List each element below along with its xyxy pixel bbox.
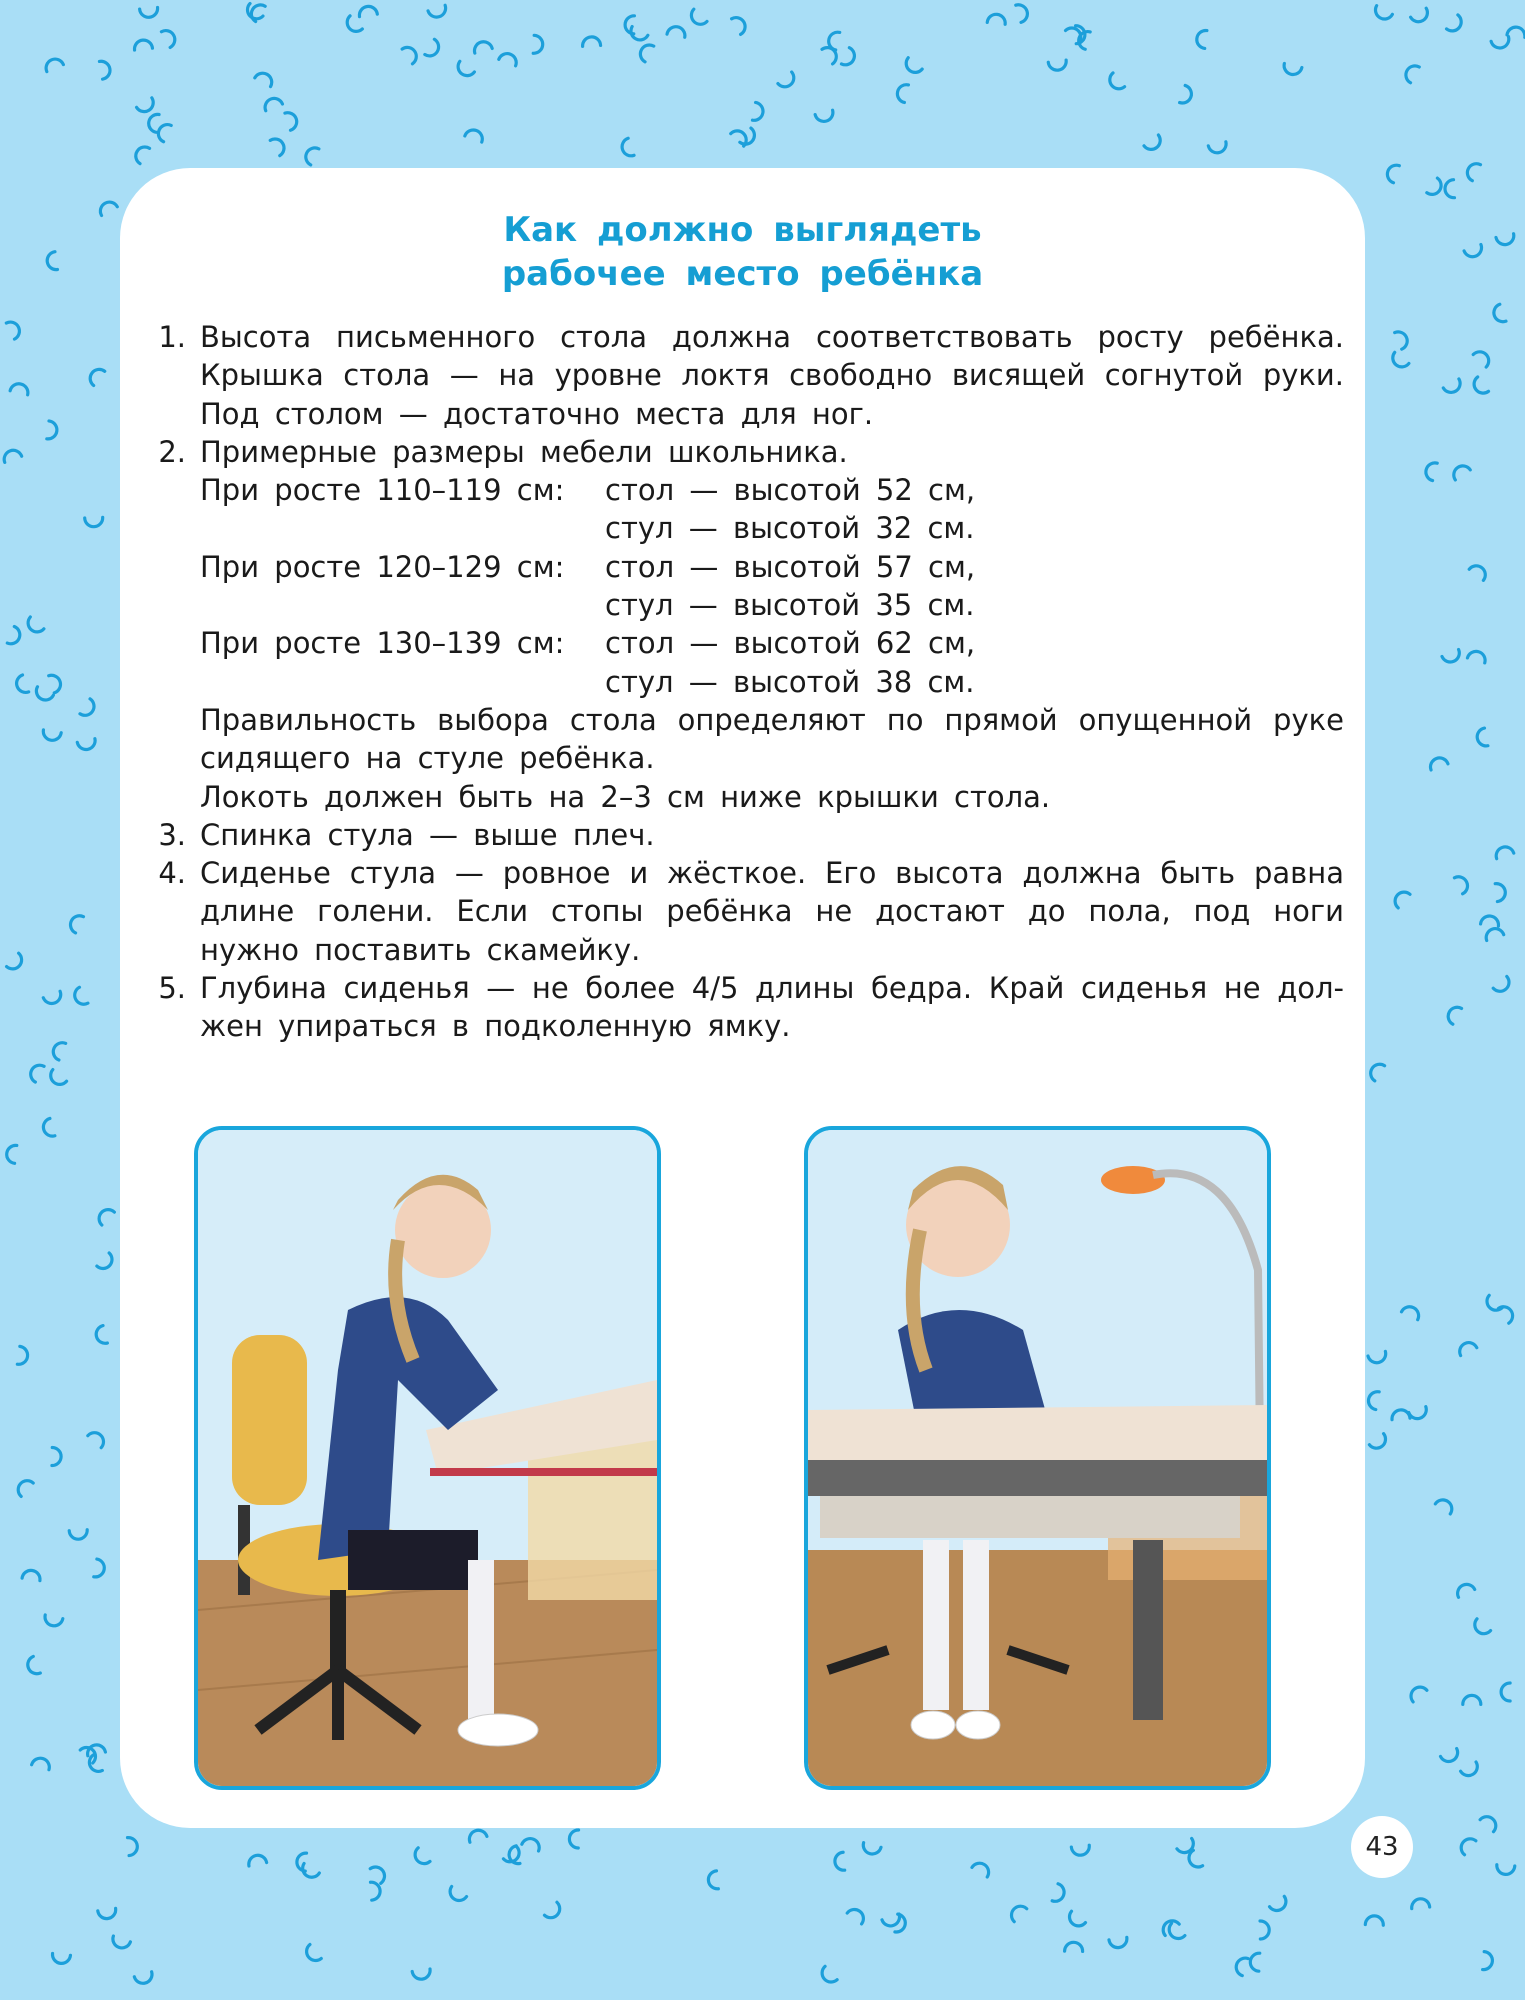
confetti-mark (1395, 329, 1410, 349)
list-item-text: Правильность выбора стола определяют по прямой опущенной руке (200, 702, 1344, 737)
confetti-mark (1483, 1952, 1494, 1971)
confetti-mark (1491, 304, 1506, 324)
confetti-mark (7, 627, 22, 647)
list-item-number: 1. (158, 320, 186, 354)
confetti-mark (861, 1843, 881, 1856)
confetti-mark (247, 1854, 266, 1866)
confetti-mark (2, 448, 22, 463)
confetti-mark (1372, 6, 1392, 23)
confetti-mark (467, 1828, 487, 1842)
confetti-mark (1441, 1749, 1461, 1765)
confetti-mark (1391, 888, 1410, 907)
confetti-mark (620, 138, 634, 158)
confetti-mark (47, 1070, 67, 1088)
recommendations-list (134, 318, 1344, 1046)
confetti-mark (1106, 73, 1124, 93)
confetti-mark (1496, 234, 1515, 247)
confetti-mark (1481, 915, 1500, 926)
confetti-mark (1411, 1898, 1430, 1909)
list-item-text: Сиденье стула — ровное и жёсткое. Его высота должна быть равна (200, 856, 1344, 891)
confetti-mark (1270, 1896, 1290, 1914)
confetti-mark (52, 1953, 71, 1964)
confetti-mark (1367, 1061, 1384, 1081)
size-table: стол — высотой 52 см, (605, 473, 976, 508)
confetti-mark (1385, 163, 1399, 183)
confetti-mark (17, 1346, 28, 1365)
confetti-mark (1402, 1304, 1422, 1320)
confetti-mark (841, 48, 857, 68)
confetti-mark (1461, 1762, 1481, 1779)
confetti-mark (1389, 352, 1409, 370)
confetti-mark (1455, 1581, 1475, 1597)
furniture-sizes (200, 471, 1344, 701)
confetti-mark (1048, 60, 1067, 71)
confetti-mark (134, 39, 153, 50)
size-height: При росте 110–119 см: (200, 473, 565, 508)
list-item (134, 318, 1344, 433)
confetti-mark (1467, 649, 1487, 663)
confetti-mark (43, 56, 63, 71)
confetti-mark (343, 16, 362, 35)
confetti-mark (33, 687, 53, 703)
confetti-mark (1463, 1695, 1481, 1704)
confetti-mark (161, 27, 178, 47)
confetti-mark (155, 122, 171, 142)
confetti-mark (51, 1040, 66, 1060)
confetti-mark (1480, 1813, 1499, 1832)
confetti-mark (834, 1852, 845, 1871)
confetti-mark (99, 60, 111, 79)
confetti-mark (732, 14, 749, 34)
confetti-mark (1470, 377, 1488, 397)
list-item-text: Крышка стола — на уровне локтя свободно висящей согнутой руки. (200, 358, 1344, 393)
confetti-mark (1457, 1340, 1477, 1356)
confetti-mark (1458, 1835, 1476, 1855)
confetti-mark (903, 58, 923, 76)
list-item-text: Под столом — достаточно места для ног. (200, 396, 874, 431)
confetti-mark (544, 1902, 563, 1921)
confetti-mark (708, 1871, 719, 1890)
confetti-mark (987, 13, 1006, 24)
confetti-mark (1484, 926, 1504, 940)
page-title (120, 208, 1365, 296)
confetti-mark (88, 1429, 107, 1448)
confetti-mark (896, 83, 909, 103)
confetti-mark (49, 673, 63, 693)
confetti-mark (1435, 1496, 1455, 1514)
confetti-mark (370, 1863, 388, 1883)
confetti-mark (1391, 1409, 1410, 1420)
confetti-mark (98, 1908, 117, 1919)
confetti-mark (303, 145, 319, 165)
confetti-mark (499, 51, 519, 66)
confetti-mark (1447, 15, 1465, 35)
confetti-mark (1260, 1921, 1269, 1939)
list-item-text: Локоть должен быть на 2–3 см ниже крышки стола. (200, 779, 1051, 814)
size-table: стол — высотой 62 см, (605, 626, 976, 661)
confetti-mark (1052, 1884, 1066, 1904)
confetti-mark (1483, 1295, 1502, 1314)
list-item-text: нужно поставить скамейку. (200, 932, 641, 967)
confetti-mark (110, 1936, 130, 1950)
list-item-text: сидящего на стуле ребёнка. (200, 741, 655, 776)
confetti-mark (1494, 845, 1514, 859)
confetti-mark (147, 113, 159, 132)
confetti-mark (402, 44, 420, 64)
confetti-mark (14, 675, 29, 695)
size-height: При росте 130–139 см: (200, 626, 565, 661)
confetti-mark (32, 1756, 52, 1770)
list-item-text: длине голени. Если стопы ребёнка не достают до пола, под ноги (200, 894, 1344, 929)
confetti-mark (128, 1837, 139, 1856)
confetti-mark (1491, 37, 1511, 50)
confetti-mark (358, 5, 377, 16)
confetti-mark (27, 1062, 44, 1082)
confetti-mark (637, 42, 654, 62)
confetti-mark (778, 72, 798, 90)
content-card (120, 168, 1365, 1828)
confetti-mark (1443, 379, 1463, 396)
confetti-mark (6, 319, 22, 339)
confetti-mark (1445, 180, 1455, 198)
page-title-line-1: Как должно выглядеть (503, 210, 982, 250)
confetti-mark (262, 96, 282, 111)
confetti-mark (455, 61, 475, 79)
confetti-mark (94, 1559, 106, 1578)
confetti-mark (688, 9, 707, 28)
confetti-mark (1411, 8, 1431, 25)
confetti-mark (140, 8, 159, 19)
confetti-mark (67, 913, 83, 933)
confetti-mark (6, 1144, 17, 1163)
confetti-mark (10, 382, 30, 395)
confetti-mark (1473, 348, 1492, 367)
confetti-mark (1071, 1845, 1090, 1856)
confetti-mark (1365, 1916, 1383, 1926)
confetti-mark (46, 252, 57, 271)
list-item-text: Спинка стула — выше плеч. (200, 817, 655, 852)
confetti-mark (1065, 1942, 1083, 1951)
confetti-mark (1464, 244, 1484, 259)
confetti-mark (1469, 562, 1489, 580)
confetti-mark (97, 199, 117, 216)
confetti-mark (411, 1848, 430, 1867)
confetti-mark (972, 1860, 992, 1877)
confetti-mark (285, 110, 299, 130)
confetti-mark (1428, 755, 1448, 770)
list-item-text: жен упираться в подколенную ямку. (200, 1009, 791, 1044)
confetti-mark (1196, 29, 1207, 48)
confetti-mark (1501, 1683, 1510, 1701)
confetti-mark (134, 1972, 154, 1986)
confetti-mark (1496, 1865, 1515, 1875)
confetti-mark (43, 1615, 62, 1628)
confetti-mark (428, 5, 448, 19)
page-title-line-2: рабочее место ребёнка (501, 254, 984, 294)
list-item-text: Глубина сиденья — не более 4/5 длины бедра. Край сиденья не дол- (200, 971, 1344, 1006)
list-item (134, 816, 1344, 854)
confetti-mark (94, 1326, 107, 1346)
confetti-mark (25, 1656, 40, 1676)
confetti-mark (1445, 1004, 1462, 1024)
confetti-mark (882, 1914, 902, 1928)
confetti-mark (1442, 649, 1462, 664)
confetti-mark (1208, 142, 1228, 155)
list-item-number: 4. (158, 856, 186, 891)
list-item-number: 2. (158, 434, 186, 469)
confetti-mark (1109, 1937, 1128, 1948)
confetti-mark (270, 136, 287, 156)
confetti-mark (1450, 462, 1470, 480)
size-chair: стул — высотой 35 см. (605, 588, 975, 623)
photo-side-view (194, 1126, 661, 1790)
confetti-mark (1367, 1390, 1379, 1409)
confetti-mark (42, 730, 61, 742)
confetti-mark (1464, 161, 1480, 181)
confetti-mark (1409, 1407, 1429, 1421)
confetti-mark (95, 1206, 114, 1225)
confetti-mark (77, 739, 96, 752)
confetti-mark (299, 1863, 319, 1880)
confetti-mark (1407, 1683, 1427, 1701)
confetti-mark (1471, 1619, 1490, 1638)
confetti-mark (472, 40, 492, 53)
confetti-mark (80, 699, 98, 719)
confetti-mark (1180, 85, 1194, 105)
confetti-mark (1369, 1434, 1389, 1452)
list-item (134, 969, 1344, 1046)
confetti-mark (1498, 1303, 1516, 1323)
confetti-mark (255, 70, 275, 87)
confetti-mark (628, 27, 648, 44)
confetti-mark (752, 102, 764, 121)
confetti-mark (52, 1448, 61, 1466)
confetti-mark (72, 987, 88, 1007)
confetti-mark (569, 1830, 578, 1848)
size-table: стол — высотой 57 см, (605, 549, 976, 584)
list-item (134, 433, 1344, 816)
list-item (134, 854, 1344, 969)
list-item-text: Высота письменного стола должна соответствовать росту ребёнка. (200, 320, 1344, 354)
confetti-mark (1144, 135, 1164, 153)
confetti-mark (1403, 63, 1420, 83)
confetti-mark (7, 953, 26, 972)
confetti-mark (822, 44, 840, 64)
confetti-mark (1234, 1956, 1248, 1976)
confetti-mark (533, 35, 543, 53)
confetti-mark (85, 517, 103, 527)
confetti-mark (1008, 1902, 1027, 1921)
confetti-mark (522, 1836, 542, 1851)
confetti-mark (69, 1530, 87, 1540)
confetti-mark (87, 366, 105, 386)
confetti-mark (818, 1966, 837, 1985)
confetti-mark (1476, 728, 1488, 747)
confetti-mark (1454, 874, 1470, 894)
confetti-mark (47, 421, 58, 440)
confetti-mark (582, 36, 600, 46)
photo-front-view (804, 1126, 1271, 1790)
confetti-mark (14, 1477, 33, 1496)
size-chair: стул — высотой 38 см. (605, 664, 975, 699)
confetti-mark (97, 1253, 116, 1272)
list-item-text: Примерные размеры мебели школьника. (200, 434, 848, 469)
confetti-mark (1016, 3, 1030, 23)
confetti-mark (1368, 1351, 1388, 1364)
confetti-mark (1493, 976, 1512, 995)
confetti-mark (370, 1882, 380, 1901)
confetti-mark (667, 25, 686, 37)
confetti-mark (137, 98, 157, 115)
confetti-mark (815, 110, 835, 123)
confetti-mark (447, 1886, 467, 1904)
confetti-mark (22, 1569, 41, 1580)
confetti-mark (41, 1118, 55, 1138)
confetti-mark (43, 991, 63, 1006)
confetti-mark (1250, 1953, 1260, 1971)
confetti-mark (1165, 1923, 1184, 1942)
confetti-mark (1177, 1838, 1197, 1856)
list-item-number: 3. (158, 817, 186, 852)
confetti-mark (1424, 461, 1437, 481)
confetti-mark (24, 617, 43, 636)
confetti-mark (465, 127, 485, 142)
size-chair: стул — высотой 32 см. (605, 511, 975, 546)
page-number: 43 (1351, 1816, 1413, 1878)
confetti-mark (1427, 178, 1445, 198)
confetti-mark (1282, 63, 1302, 76)
confetti-mark (847, 1906, 867, 1924)
confetti-mark (425, 39, 442, 59)
confetti-mark (1066, 1911, 1086, 1929)
confetti-mark (412, 1969, 431, 1980)
size-height: При росте 120–129 см: (200, 549, 565, 584)
confetti-mark (303, 1945, 321, 1965)
confetti-mark (132, 144, 149, 164)
list-item-number: 5. (158, 971, 186, 1006)
confetti-mark (1495, 883, 1506, 902)
